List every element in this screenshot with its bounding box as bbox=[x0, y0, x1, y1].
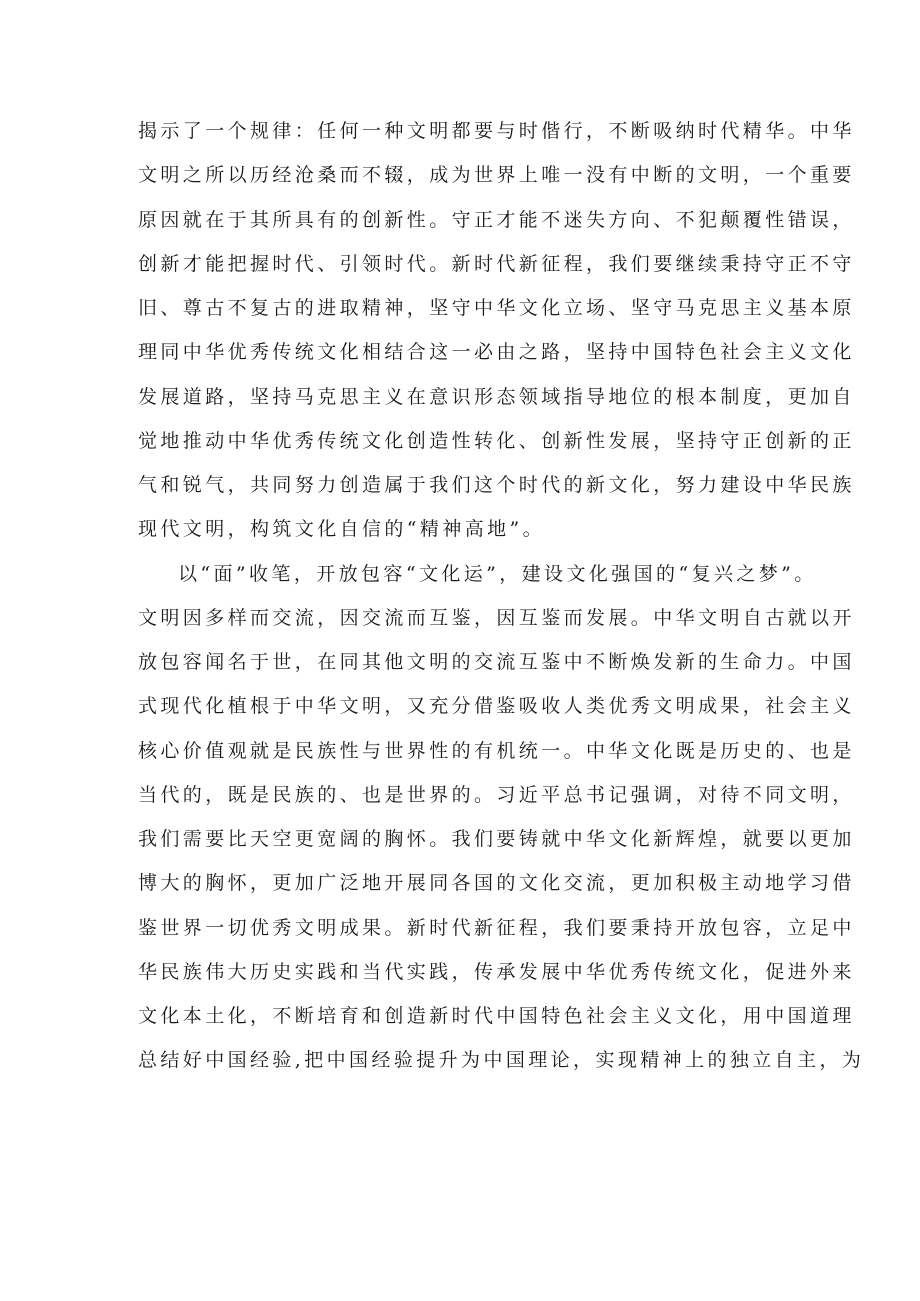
text-line: 式现代化植根于中华文明，又充分借鉴吸收人类优秀文明成果，社会主义 bbox=[138, 695, 855, 718]
text-line: 文明之所以历经沧桑而不辍，成为世界上唯一没有中断的文明，一个重要 bbox=[138, 164, 855, 187]
text-line: 原因就在于其所具有的创新性。守正才能不迷失方向、不犯颠覆性错误， bbox=[138, 208, 855, 231]
text-line: 文明因多样而交流，因交流而互鉴，因互鉴而发展。中华文明自古就以开 bbox=[138, 606, 855, 629]
text-line: 觉地推动中华优秀传统文化创造性转化、创新性发展，坚持守正创新的正 bbox=[138, 429, 855, 452]
text-line: 华民族伟大历史实践和当代实践，传承发展中华优秀传统文化，促进外来 bbox=[138, 960, 855, 983]
text-line: 以“面”收笔，开放包容“文化运”，建设文化强国的“复兴之梦”。 bbox=[178, 562, 817, 585]
text-line: 创新才能把握时代、引领时代。新时代新征程，我们要继续秉持守正不守 bbox=[138, 252, 855, 275]
text-line: 文化本土化，不断培育和创造新时代中国特色社会主义文化，用中国道理 bbox=[138, 1005, 855, 1027]
text-line: 我们需要比天空更宽阔的胸怀。我们要铸就中华文化新辉煌，就要以更加 bbox=[138, 828, 855, 850]
text-line: 当代的，既是民族的、也是世界的。习近平总书记强调，对待不同文明， bbox=[138, 783, 855, 806]
text-line: 鉴世界一切优秀文明成果。新时代新征程，我们要秉持开放包容，立足中 bbox=[138, 916, 855, 939]
text-line: 放包容闻名于世，在同其他文明的交流互鉴中不断焕发新的生命力。中国 bbox=[138, 651, 855, 673]
text-line: 气和锐气，共同努力创造属于我们这个时代的新文化，努力建设中华民族 bbox=[138, 474, 855, 496]
text-line: 旧、尊古不复古的进取精神，坚守中华文化立场、坚守马克思主义基本原 bbox=[138, 297, 855, 319]
text-line: 博大的胸怀，更加广泛地开展同各国的文化交流，更加积极主动地学习借 bbox=[138, 872, 855, 895]
text-line: 总结好中国经验,把中国经验提升为中国理论，实现精神上的独立自主，为 bbox=[138, 1049, 865, 1072]
text-line: 现代文明，构筑文化自信的“精神高地”。 bbox=[138, 518, 546, 541]
text-line: 理同中华优秀传统文化相结合这一必由之路，坚持中国特色社会主义文化 bbox=[138, 341, 855, 364]
text-line: 核心价值观就是民族性与世界性的有机统一。中华文化既是历史的、也是 bbox=[138, 739, 855, 762]
text-line: 发展道路，坚持马克思主义在意识形态领域指导地位的根本制度，更加自 bbox=[138, 385, 855, 408]
text-line: 揭示了一个规律：任何一种文明都要与时偕行，不断吸纳时代精华。中华 bbox=[138, 120, 855, 142]
